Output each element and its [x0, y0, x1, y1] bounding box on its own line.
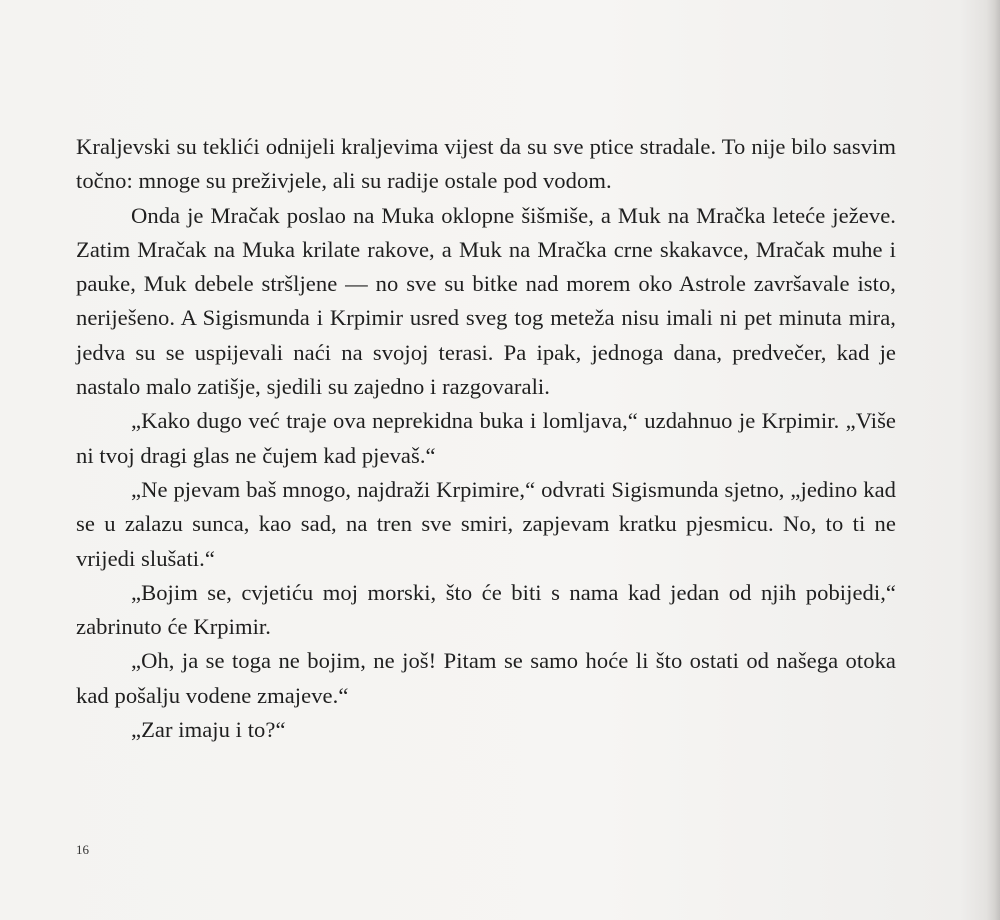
- paragraph-2: Onda je Mračak poslao na Muka oklopne šišmiše, a Muk na Mračka leteće ježeve. Zatim Mračak na Muka krilate rakove, a Muk na Mračka crne skakavce, Mračak muhe i pauke, Muk debele stršljene — no sve su bitke nad morem oko Astrole završavale isto, neriješeno. A Sigismunda i Krpimir usred sveg tog meteža nisu imali ni pet minuta mira, jedva su se uspijevali naći na svojoj terasi. Pa ipak, jednoga dana, predvečer, kad je nastalo malo zatišje, sjedili su zajedno i razgovarali.: [76, 202, 896, 400]
- paragraph-7: „Zar imaju i to?“: [131, 717, 286, 743]
- paragraph-1: Kraljevski su teklići odnijeli kraljevima vijest da su sve ptice stradale. To nije bilo sasvim točno: mnoge su preživjele, ali su radije ostale pod vodom.: [76, 134, 896, 194]
- spine-shadow: [986, 0, 1000, 920]
- paragraph-3: „Kako dugo već traje ova neprekidna buka i lomljava,“ uzdahnuo je Krpimir. „Više ni tvoj dragi glas ne čujem kad pjevaš.“: [76, 408, 896, 468]
- paragraph-4: „Ne pjevam baš mnogo, najdraži Krpimire,“ odvrati Sigismunda sjetno, „jedino kad se u zalazu sunca, kao sad, na tren sve smiri, zapjevam kratku pjesmicu. No, to ti ne vrijedi slušati.“: [76, 476, 896, 571]
- paragraph-6: „Oh, ja se toga ne bojim, ne još! Pitam se samo hoće li što ostati od našega otoka kad pošalju vodene zmajeve.“: [76, 648, 896, 708]
- paragraph-5: „Bojim se, cvjetiću moj morski, što će biti s nama kad jedan od njih pobijedi,“ zabrinuto će Krpimir.: [76, 579, 896, 640]
- body-text: [76, 130, 896, 747]
- page-number: 16: [76, 842, 89, 857]
